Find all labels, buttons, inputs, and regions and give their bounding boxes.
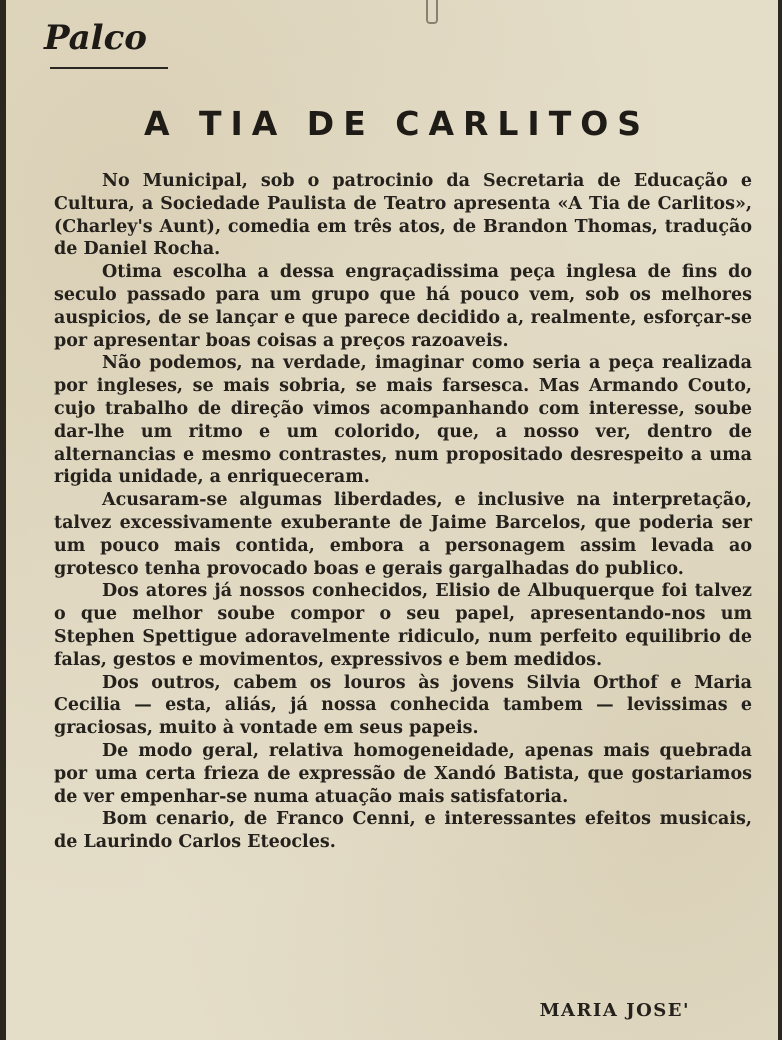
section-underline (50, 67, 168, 69)
paper-clip-mark (426, 0, 438, 24)
paragraph: Otima escolha a dessa engraçadissima peça inglesa de fins do seculo passado para um grupo que há pouco vem, sob os melhores auspicios, de se lançar e que parece decidido a, realmente, esforçar-se por apresentar boas coisas a preços razoaveis. (54, 262, 752, 351)
paragraph: Não podemos, na verdade, imaginar como seria a peça realizada por ingleses, se mais sobria, se mais farsesca. Mas Armando Couto, cujo trabalho de direção vimos acompanhando com interesse, soube dar-lhe um ritmo e um colorido, que, a nosso ver, dentro de alternancias e mesmo contrastes, num propositado desrespeito a uma rigida unidade, a enriqueceram. (54, 353, 752, 488)
paragraph: Dos atores já nossos conhecidos, Elisio de Albuquerque foi talvez o que melhor soube compor o seu papel, apresentando-nos um Stephen Spettigue adoravelmente ridiculo, num perfeito equilibrio de falas, gestos e movimentos, expressivos e bem medidos. (54, 581, 752, 670)
paragraph: No Municipal, sob o patrocinio da Secretaria de Educação e Cultura, a Sociedade Paulista de Teatro apresenta «A Tia de Carlitos», (Charley's Aunt), comedia em três atos, de Brandon Thomas, tradução de Daniel Rocha. (54, 171, 752, 260)
paragraph: De modo geral, relativa homogeneidade, apenas mais quebrada por uma certa frieza de expressão de Xandó Batista, que gostariamos de ver empenhar-se numa atuação mais satisfatoria. (54, 740, 752, 807)
paragraph: Bom cenario, de Franco Cenni, e interessantes efeitos musicais, de Laurindo Carlos Eteocles. (54, 809, 752, 853)
article-body (54, 170, 752, 854)
paragraph: Acusaram-se algumas liberdades, e inclusive na interpretação, talvez excessivamente exuberante de Jaime Barcelos, que poderia ser um pouco mais contida, embora a personagem assim levada ao grotesco tenha provocado boas e gerais gargalhadas do publico. (54, 490, 752, 579)
article-headline: A TIA DE CARLITOS (143, 104, 651, 143)
author-byline: MARIA JOSE' (539, 1000, 690, 1021)
paragraph: Dos outros, cabem os louros às jovens Silvia Orthof e Maria Cecilia — esta, aliás, já nossa conhecida tambem — levissimas e graciosas, muito à vontade em seus papeis. (54, 672, 752, 739)
newspaper-clipping (6, 0, 778, 1040)
section-label: Palco (44, 18, 147, 58)
